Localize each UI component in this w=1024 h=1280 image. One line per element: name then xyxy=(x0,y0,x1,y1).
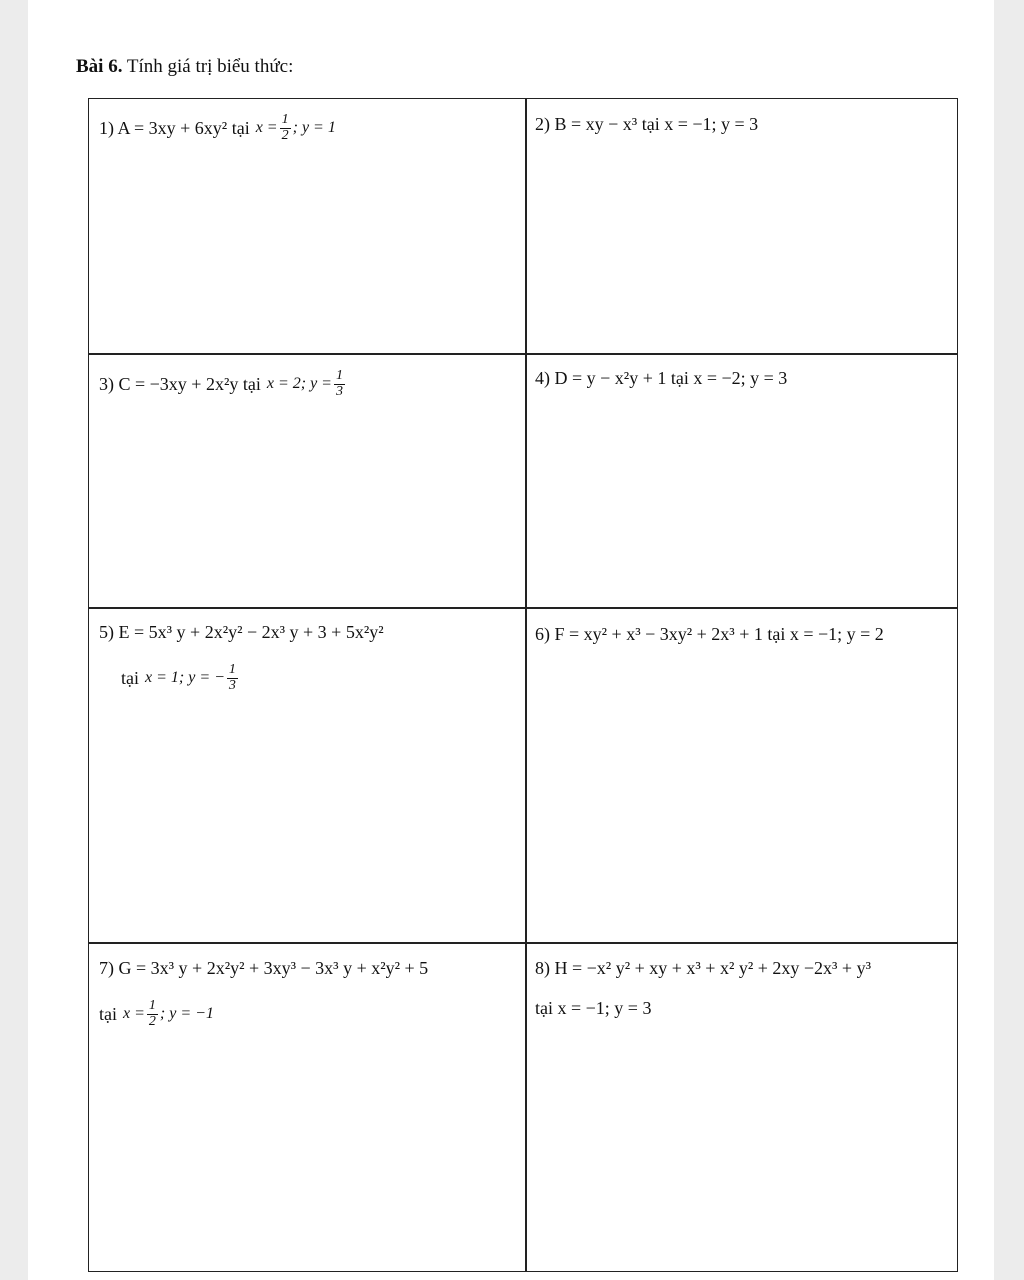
fraction-numerator: 1 xyxy=(148,998,156,1013)
problem-5-condition-label: tại xyxy=(121,668,139,689)
problem-2-expression: 2) B = xy − x³ tại x = −1; y = 3 xyxy=(535,114,759,134)
fraction-denominator: 3 xyxy=(228,677,236,693)
problem-table xyxy=(88,98,958,1272)
problem-1-condition xyxy=(256,113,336,143)
document-page xyxy=(28,0,994,1280)
problem-1-expression: 1) A = 3xy + 6xy² tại xyxy=(99,118,250,139)
problem-8-condition: tại x = −1; y = 3 xyxy=(535,998,652,1018)
problem-1-fraction xyxy=(280,113,291,143)
problem-7-fraction xyxy=(147,999,158,1029)
fraction-numerator: 1 xyxy=(335,368,343,383)
problem-8-cell xyxy=(535,959,871,1017)
fraction-denominator: 2 xyxy=(148,1013,156,1029)
fraction-denominator: 3 xyxy=(335,383,343,399)
problem-2-cell xyxy=(535,115,758,133)
problem-6-expression: 6) F = xy² + x³ − 3xy² + 2x³ + 1 tại x = −1; y = 2 xyxy=(535,624,884,644)
problem-4-expression: 4) D = y − x²y + 1 tại x = −2; y = 3 xyxy=(535,368,788,388)
problem-7-condition-tail: ; y = −1 xyxy=(159,1005,214,1023)
problem-8-expression: 8) H = −x² y² + xy + x³ + x² y² + 2xy −2x³ + y³ xyxy=(535,958,871,978)
problem-1-condition-text: x = xyxy=(255,119,278,137)
problem-1-condition-tail: ; y = 1 xyxy=(292,119,336,137)
table-column-divider xyxy=(525,99,527,1271)
problem-7-condition xyxy=(123,999,214,1029)
problem-5-fraction xyxy=(227,663,238,693)
problem-3-condition-text: x = 2; y = xyxy=(266,375,332,393)
table-row-divider xyxy=(89,607,957,609)
problem-3-cell xyxy=(99,369,347,399)
problem-3-expression: 3) C = −3xy + 2x²y tại xyxy=(99,374,261,395)
problem-5-condition xyxy=(145,663,240,693)
fraction-numerator: 1 xyxy=(281,112,289,127)
problem-7-cell xyxy=(99,959,428,1029)
problem-5-expression: 5) E = 5x³ y + 2x²y² − 2x³ y + 3 + 5x²y² xyxy=(99,622,384,642)
table-row-divider xyxy=(89,942,957,944)
exercise-number: Bài 6. xyxy=(76,56,123,77)
exercise-instruction: Tính giá trị biểu thức: xyxy=(122,56,294,77)
fraction-numerator: 1 xyxy=(228,662,236,677)
problem-7-expression: 7) G = 3x³ y + 2x²y² + 3xy³ − 3x³ y + x²y² + 5 xyxy=(99,958,429,978)
problem-3-fraction xyxy=(334,369,345,399)
exercise-heading xyxy=(76,56,293,78)
problem-5-condition-text: x = 1; y = − xyxy=(145,669,225,687)
problem-7-condition-text: x = xyxy=(123,1005,145,1023)
problem-1-cell xyxy=(99,113,336,143)
problem-6-cell xyxy=(535,625,884,643)
problem-4-cell xyxy=(535,369,787,387)
table-row-divider xyxy=(89,353,957,355)
problem-7-condition-label: tại xyxy=(99,1004,117,1025)
fraction-denominator: 2 xyxy=(281,127,289,143)
problem-3-condition xyxy=(267,369,347,399)
problem-5-cell xyxy=(99,623,384,693)
